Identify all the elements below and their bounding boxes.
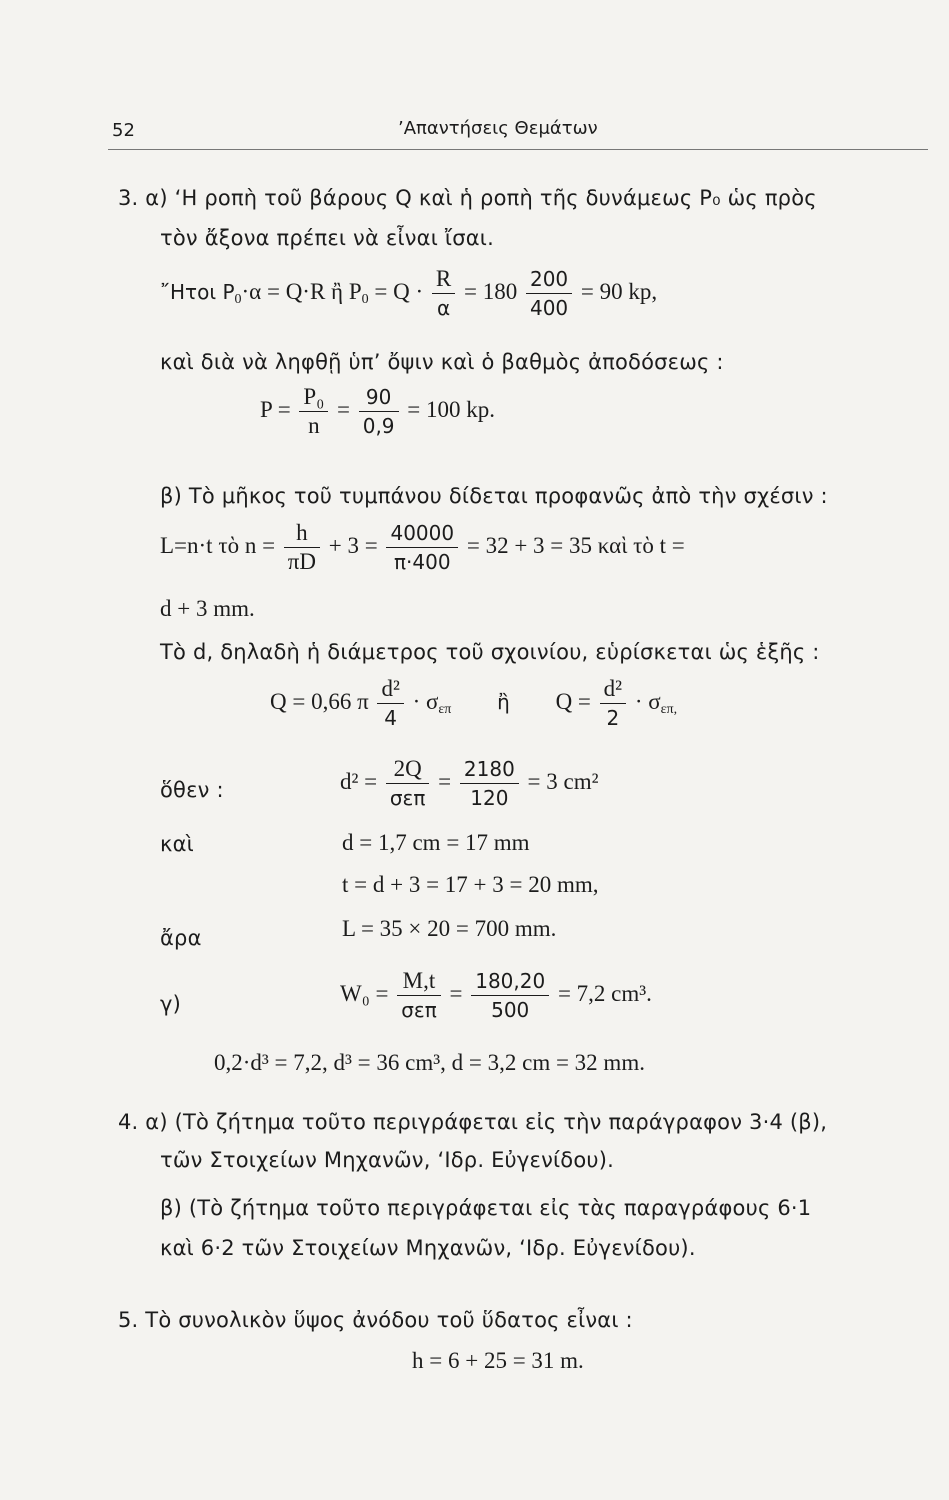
page-number: 52 (112, 120, 135, 141)
frac-den: 400 (529, 296, 569, 320)
eq1-lead: ῎Ητοι P (160, 279, 235, 304)
fraction-90-over-09 (359, 384, 399, 439)
eq4-sub: επ (438, 701, 452, 717)
frac-num: 200 (526, 266, 572, 294)
frac-den: σεπ (401, 998, 437, 1022)
frac-den: 500 (491, 998, 530, 1022)
eq1-tail: = 90 kp, (580, 278, 658, 304)
eq3-mid: + 3 = (328, 532, 378, 558)
fraction-d2-over-4 (377, 676, 403, 731)
equation-torque (160, 266, 657, 321)
fraction-180-over-500 (471, 968, 549, 1023)
header-rule (108, 149, 928, 150)
label-c: γ) (160, 992, 182, 1016)
fraction-200-over-400 (526, 266, 572, 321)
eq4-or: ἢ (497, 689, 510, 714)
frac-den: 120 (470, 786, 509, 810)
eq9-tail: = 7,2 cm³. (557, 980, 652, 1006)
frac-num: h (284, 520, 320, 548)
frac-num: R (432, 266, 455, 294)
eq1-mid3: = 180 (463, 278, 518, 304)
frac-den: n (308, 413, 320, 438)
q3-a-line2: τὸν ἄξονα πρέπει νὰ εἶναι ἴσαι. (160, 226, 494, 250)
equation-d: d = 1,7 cm = 17 mm (342, 830, 530, 855)
eq5-tail: = 3 cm² (527, 768, 599, 794)
frac-num: 40000 (386, 520, 458, 548)
frac-num: d² (600, 676, 626, 704)
eq3-lead: L=n·t τὸ n = (160, 532, 276, 558)
q3-b-line1: β) Τὸ μῆκος τοῦ τυμπάνου δίδεται προφανῶς ἀπὸ τὴν σχέσιν : (160, 484, 828, 508)
frac-num: d² (377, 676, 403, 704)
eq4-mid: · σ (412, 688, 439, 714)
eq4-tail: · σ (634, 688, 661, 714)
eq4-tail-sub: επ, (660, 701, 678, 717)
q3-a-line3: καὶ διὰ νὰ ληφθῇ ὑπ’ ὄψιν καὶ ὁ βαθμὸς ἀποδόσεως : (160, 350, 724, 374)
frac-den: 0,9 (362, 414, 395, 438)
eq2-lead: P = (260, 396, 291, 422)
eq9-eq: = (449, 980, 463, 1006)
equation-h: h = 6 + 25 = 31 m. (412, 1348, 584, 1373)
equation-l: L = 35 × 20 = 700 mm. (342, 916, 557, 941)
frac-num: M,t (397, 968, 441, 996)
frac-num: 90 (359, 384, 399, 412)
eq4-lead: Q = 0,66 π (270, 688, 369, 714)
fraction-mt-over-sigma (397, 968, 441, 1023)
label-thus: ἄρα (160, 926, 202, 950)
label-hence: ὅθεν : (160, 778, 224, 802)
fraction-40000 (386, 520, 458, 575)
frac-den: π·400 (394, 550, 451, 574)
running-title: ’Απαντήσεις Θεμάτων (398, 118, 598, 139)
frac-den: 4 (384, 706, 398, 730)
frac-num: P₀ (299, 384, 328, 412)
frac-num: 2180 (460, 756, 519, 784)
eq3-tail: = 32 + 3 = 35 καὶ τὸ t = (466, 532, 685, 558)
frac-den: α (436, 296, 451, 320)
eq1-mid2: = Q · (374, 278, 424, 304)
eq1-sub0: 0 (234, 291, 242, 307)
frac-den: σεπ (389, 786, 426, 810)
q5-line1: 5. Τὸ συνολικὸν ὕψος ἀνόδου τοῦ ὕδατος εἶναι : (118, 1308, 633, 1332)
equation-d-squared (340, 756, 599, 811)
equation-d-cubed: 0,2·d³ = 7,2, d³ = 36 cm³, d = 3,2 cm = 32 mm. (214, 1050, 645, 1075)
fraction-r-over-a (432, 266, 455, 321)
equation-length (160, 520, 685, 575)
equation-w0 (340, 968, 652, 1023)
equation-force (260, 384, 495, 439)
q3-b-line2: d + 3 mm. (160, 596, 255, 621)
fraction-2180-over-120 (460, 756, 519, 811)
fraction-2q-over-sigma (386, 756, 430, 811)
fraction-d2-over-2 (600, 676, 626, 731)
q4-b-line1: β) (Τὸ ζήτημα τοῦτο περιγράφεται εἰς τὰς παραγράφους 6·1 (160, 1196, 812, 1220)
eq5-lead: d² = (340, 768, 378, 794)
eq1-sub1: 0 (361, 291, 369, 307)
equation-t: t = d + 3 = 17 + 3 = 20 mm, (342, 872, 599, 897)
eq1-mid1: ·α = Q·R ἢ P (241, 278, 362, 304)
frac-num: 2Q (386, 756, 430, 784)
equation-load (270, 676, 677, 731)
q4-a-line2: τῶν Στοιχείων Μηχανῶν, ‘Ιδρ. Εὐγενίδου). (160, 1148, 615, 1172)
q4-b-line2: καὶ 6·2 τῶν Στοιχείων Μηχανῶν, ‘Ιδρ. Εὐγενίδου). (160, 1236, 696, 1260)
eq5-eq: = (438, 768, 452, 794)
frac-den: 2 (606, 706, 620, 730)
q4-a-line1: 4. α) (Τὸ ζήτημα τοῦτο περιγράφεται εἰς τὴν παράγραφον 3·4 (β), (118, 1110, 828, 1134)
eq2-eq: = (336, 396, 350, 422)
frac-num: 180,20 (471, 968, 549, 996)
eq4-lead2: Q = (555, 688, 591, 714)
fraction-p0-over-n (299, 384, 328, 439)
eq2-tail: = 100 kp. (407, 396, 496, 422)
eq9-lead: W₀ = (340, 980, 389, 1006)
label-and: καὶ (160, 832, 194, 856)
q3-b-line3: Τὸ d, δηλαδὴ ἡ διάμετρος τοῦ σχοινίου, εὑρίσκεται ὡς ἑξῆς : (160, 640, 820, 664)
fraction-h-over-pid (284, 520, 320, 575)
frac-den: πD (287, 549, 317, 574)
q3-a-line1: 3. α) ‘Η ροπὴ τοῦ βάρους Q καὶ ἡ ροπὴ τῆς δυνάμεως P₀ ὡς πρὸς (118, 186, 817, 210)
